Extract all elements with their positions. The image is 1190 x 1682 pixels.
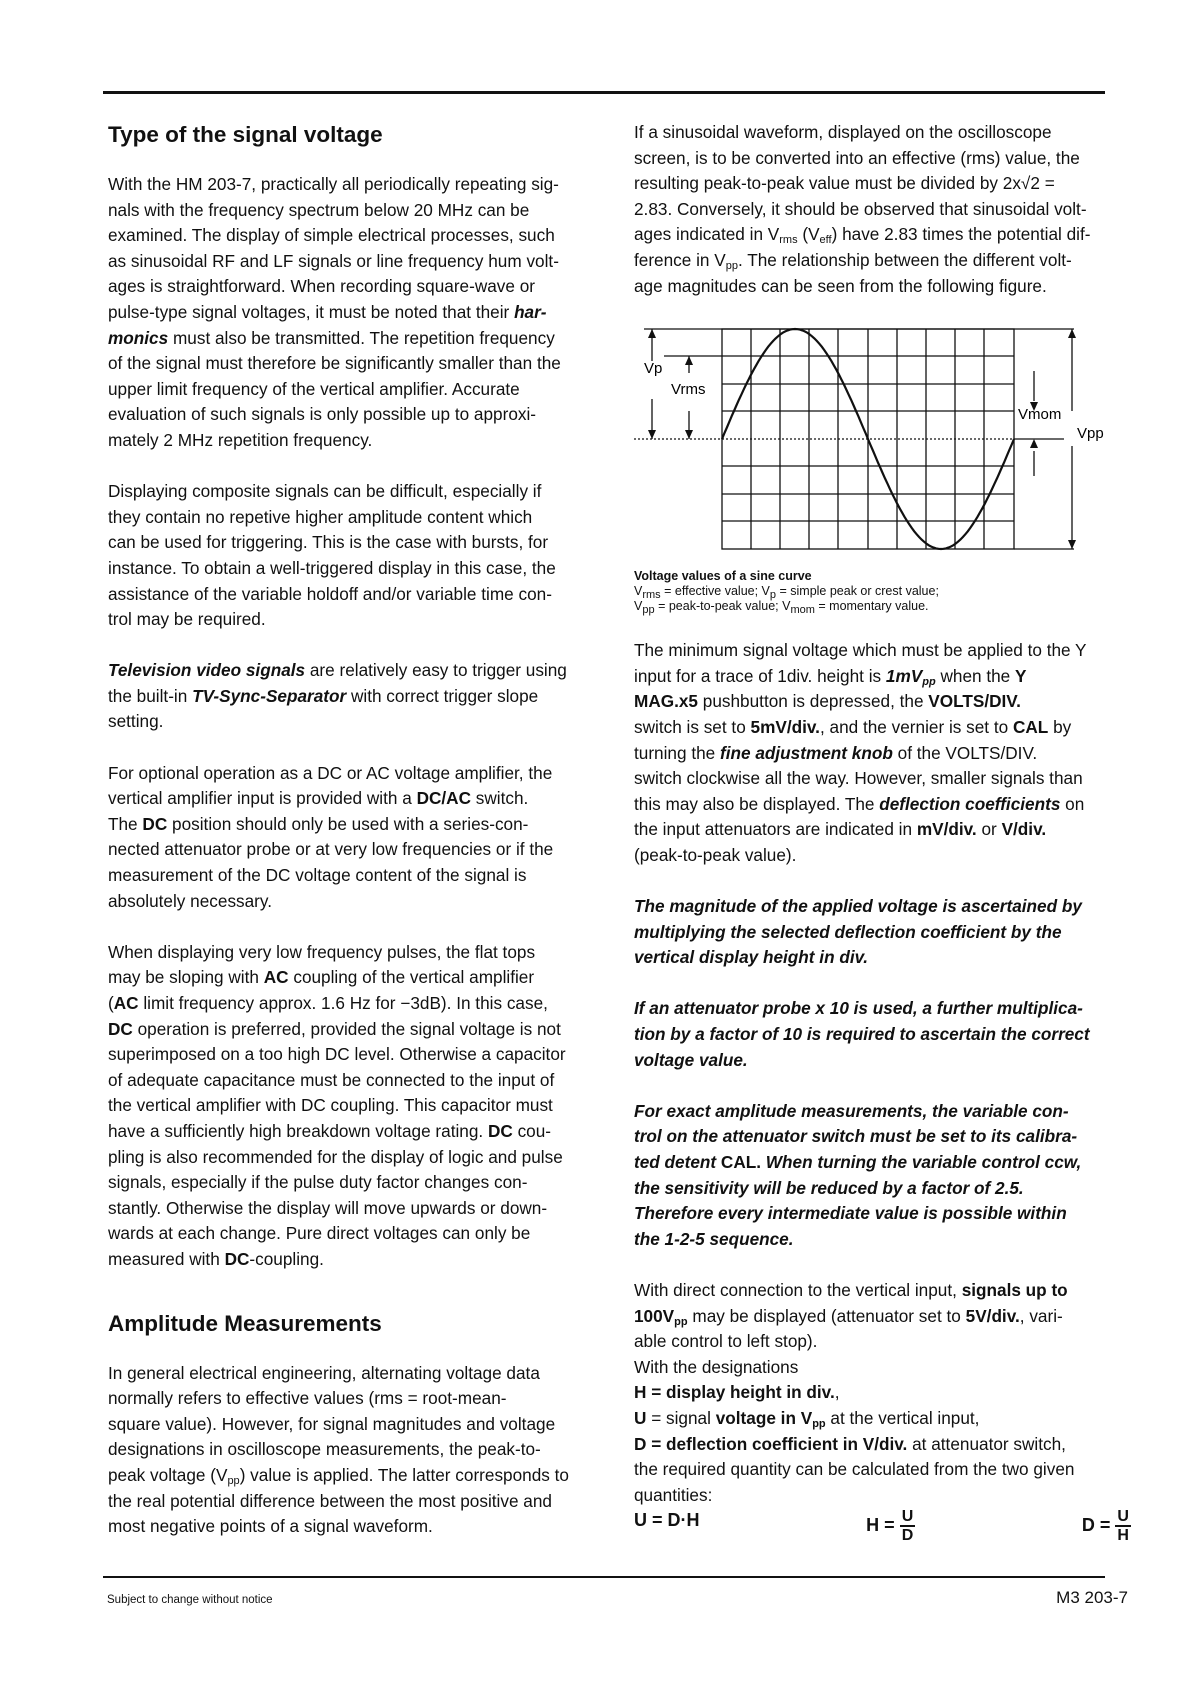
paragraph-composite-signals: Displaying composite signals can be difficult, especially if they contain no repetive higher amplitude content which can be used for triggering. This is the case with bursts, for instance. To obtain a well-triggered display in this case, the assistance of the variable holdoff and/or variable time con- trol may be required. <box>108 481 556 630</box>
sine-curve-diagram <box>634 311 1131 563</box>
section-heading-signal-voltage: Type of the signal voltage <box>108 122 383 147</box>
figure-caption: Voltage values of a sine curve $V_{rms}$ = effective value; $V_p$ = simple peak or crest value; $V_{pp}$ = peak-to-peak value; $V_{mom}$ = momentary value. <box>634 569 939 617</box>
section-heading-amplitude: Amplitude Measurements <box>108 1310 382 1336</box>
bottom-rule <box>103 1576 1105 1578</box>
formula-row <box>634 1508 1131 1544</box>
paragraph-minimum-signal: The minimum signal voltage which must be applied to the Y input for a trace of 1div. height is $1mV_{pp}$ when the Y MAG.x5 pushbutton is depressed, the VOLTS/DIV. switch is set to 5mV/div., and the vernier is set to CAL by turning the fine adjustment knob of the VOLTS/DIV. switch clockwise all the way. However, smaller signals than this may also be displayed. The deflection coefficients on the input attenuators are indicated in mV/div. or V/div. (peak-to-peak value). <box>634 640 1087 865</box>
top-rule <box>103 91 1105 94</box>
formula-h: H = $\frac{U}{D}$ <box>866 1508 914 1545</box>
paragraph-probe-x10: If an attenuator probe x 10 is used, a further multiplica- tion by a factor of 10 is required to ascertain the correct voltage value. <box>634 998 1090 1070</box>
sine-voltage-figure <box>634 311 1131 563</box>
right-column <box>634 120 1131 1544</box>
paragraph-magnitude-rule: The magnitude of the applied voltage is ascertained by multiplying the selected deflection coefficient by the vertical display height in div. <box>634 896 1082 968</box>
paragraph-dc-ac-switch: For optional operation as a DC or AC voltage amplifier, the vertical amplifier input is provided with a DC/AC switch. The DC position should only be used with a series-con- nected attenuator probe or at very low frequencies or if the measurement of the DC voltage content of the signal is absolutely necessary. <box>108 762 554 911</box>
footer-notice: Subject to change without notice <box>107 1594 273 1606</box>
page-number: M3 203-7 <box>1056 1588 1128 1607</box>
paragraph-rms-conversion: If a sinusoidal waveform, displayed on the oscilloscope screen, is to be converted into an effective (rms) value, the resulting peak-to-peak value must be divided by 2x√2 = 2.83. Conversely, it should be observed that sinusoidal volt- ages indicated in $V_{rms}$ $(V_{eff})$ have 2.83 times the potential dif- ference in $V_{pp}$. The relationship between the different volt- age magnitudes can be seen from the following figure. <box>634 122 1091 296</box>
paragraph-direct-connection: With direct connection to the vertical input, signals up to $100V_{pp}$ may be displayed (attenuator set to 5V/div., vari- able control to left stop). With the designations H = display height in div., U = signal voltage in $V_{pp}$ at the vertical input, D = deflection coefficient in V/div. at attenuator switch, the required quantity can be calculated from the two given quantities: <box>634 1280 1075 1505</box>
vrms-label: Vrms <box>671 381 706 399</box>
paragraph-exact-measurements: For exact amplitude measurements, the variable con- trol on the attenuator switch must be set to its calibra- ted detent CAL. When turning the variable control ccw, the sensitivity will be reduced by a factor of 2.5. Therefore every intermediate value is possible within the 1-2-5 sequence. <box>634 1100 1082 1249</box>
formula-d: D = $\frac{U}{H}$ <box>1081 1508 1129 1545</box>
left-column <box>108 120 606 1540</box>
vp-label: Vp <box>644 360 663 378</box>
paragraph-signal-types: With the HM 203-7, practically all periodically repeating sig- nals with the frequency spectrum below 20 MHz can be examined. The display of simple electrical processes, such as sinusoidal RF and LF signals or line frequency hum volt- ages is straightforward. When recording square-wave or pulse-type signal voltages, it must be noted that their har- monics must also be transmitted. The repetition frequency of the signal must therefore be significantly smaller than the upper limit frequency of the vertical amplifier. Accurate evaluation of such signals is only possible up to approxi- mately 2 MHz repetition frequency. <box>108 174 561 450</box>
vpp-label: Vpp <box>1077 425 1104 443</box>
paragraph-low-frequency-pulses: When displaying very low frequency pulses, the flat tops may be sloping with AC coupling of the vertical amplifier (AC limit frequency approx. 1.6 Hz for −3dB). In this case, DC operation is preferred, provided the signal voltage is not superimposed on a too high DC level. Otherwise a capacitor of adequate capacitance must be connected to the input of the vertical amplifier with DC coupling. This capacitor must have a sufficiently high breakdown voltage rating. DC cou- pling is also recommended for the display of logic and pulse signals, especially if the pulse duty factor changes con- stantly. Otherwise the display will move upwards or down- wards at each change. Pure direct voltages can only be measured with DC-coupling. <box>108 941 566 1269</box>
vmom-label: Vmom <box>1018 406 1062 424</box>
paragraph-amplitude-intro: In general electrical engineering, alternating voltage data normally refers to effective values (rms = root-mean- square value). However, for signal magnitudes and voltage designations in oscilloscope measurements, the peak-to- peak voltage $(V_{pp})$ value is applied. The latter corresponds to the real potential difference between the most positive and most negative points of a signal waveform. <box>108 1362 569 1537</box>
paragraph-tv-signals: Television video signals are relatively easy to trigger using the built-in TV-Sync-Separator with correct trigger slope setting. <box>108 660 567 732</box>
formula-u: U = D·H <box>634 1510 700 1531</box>
